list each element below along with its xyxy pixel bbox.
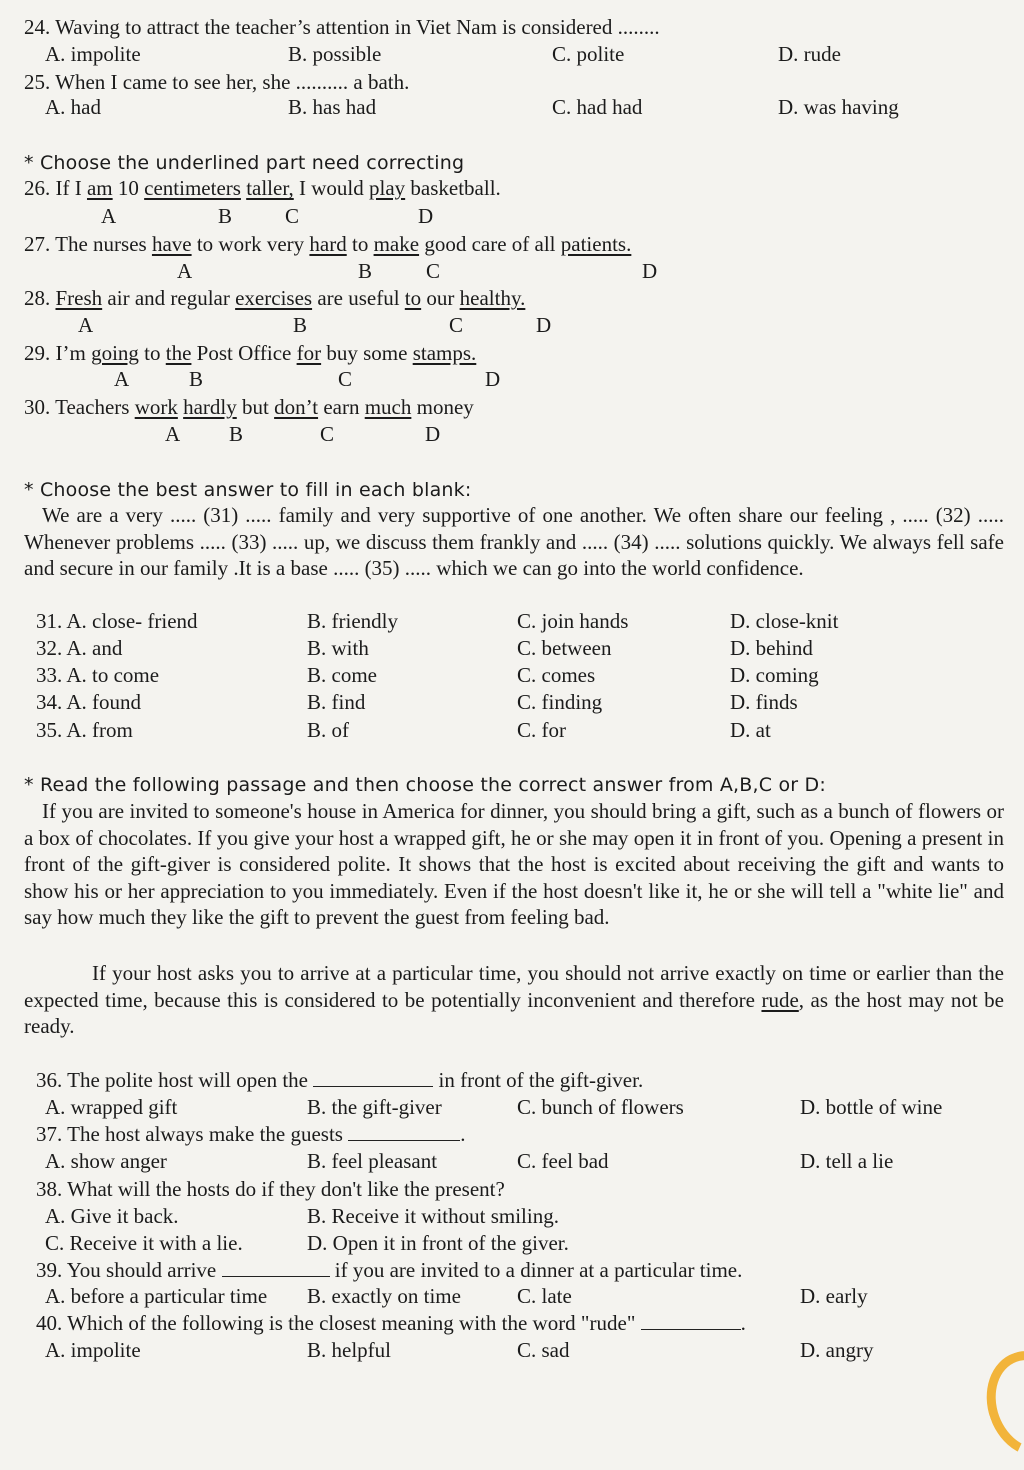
q31-option-a: 31. A. close- friend: [36, 609, 198, 633]
q29-label-a: A: [114, 367, 130, 391]
q32-option-c: C. between: [517, 636, 612, 660]
q35-option-b: B. of: [307, 718, 349, 742]
question-25-stem: 25. When I came to see her, she .......... a bath.: [24, 70, 410, 94]
q38-option-c: C. Receive it with a lie.: [45, 1231, 243, 1255]
q26-label-d: D: [418, 204, 434, 228]
q30-underlined-a: work: [134, 395, 178, 419]
q27-label-a: A: [177, 259, 193, 283]
q30-label-b: B: [229, 422, 244, 446]
q29-label-b: B: [189, 367, 204, 391]
section-heading-reading: * Read the following passage and then choose the correct answer from A,B,C or D:: [24, 774, 826, 796]
q34-option-c: C. finding: [517, 690, 603, 714]
q28-label-d: D: [536, 313, 552, 337]
q34-option-d: D. finds: [730, 690, 798, 714]
q35-option-c: C. for: [517, 718, 566, 742]
section-heading-correcting: * Choose the underlined part need correcting: [24, 152, 465, 174]
q33-option-d: D. coming: [730, 663, 819, 687]
q36-option-d: D. bottle of wine: [800, 1095, 943, 1119]
q26-label-a: A: [101, 204, 117, 228]
question-26-sentence: 26. If I am 10 centimeters taller, I would play basketball.: [24, 176, 501, 200]
q24-option-b: B. possible: [288, 42, 382, 66]
q27-underlined-c: make: [373, 232, 420, 256]
q37-option-b: B. feel pleasant: [307, 1149, 438, 1173]
q27-label-c: C: [426, 259, 441, 283]
q30-underlined-b: hardly: [183, 395, 237, 419]
question-24-stem: 24. Waving to attract the teacher’s attention in Viet Nam is considered ........: [24, 15, 660, 39]
q29-underlined-a: going: [91, 341, 139, 365]
question-29-sentence: 29. I’m going to the Post Office for buy some stamps.: [24, 341, 477, 365]
q40-option-b: B. helpful: [307, 1338, 391, 1362]
question-30-sentence: 30. Teachers work hardly but don’t earn much money: [24, 395, 474, 419]
q26-label-c: C: [285, 204, 300, 228]
q28-label-a: A: [78, 313, 94, 337]
q28-label-b: B: [293, 313, 308, 337]
q31-option-b: B. friendly: [307, 609, 398, 633]
section-heading-fill-blank: * Choose the best answer to fill in each blank:: [24, 479, 472, 501]
q38-option-b: B. Receive it without smiling.: [307, 1204, 559, 1228]
q25-option-b: B. has had: [288, 95, 377, 119]
q29-label-d: D: [485, 367, 501, 391]
q29-underlined-b: the: [165, 341, 192, 365]
q37-option-a: A. show anger: [45, 1149, 167, 1173]
q25-option-d: D. was having: [778, 95, 899, 119]
question-38-stem: 38. What will the hosts do if they don't like the present?: [36, 1177, 505, 1201]
question-28-sentence: 28. Fresh air and regular exercises are useful to our healthy.: [24, 286, 526, 310]
q39-option-c: C. late: [517, 1284, 572, 1308]
q38-option-d: D. Open it in front of the giver.: [307, 1231, 569, 1255]
q39-option-d: D. early: [800, 1284, 868, 1308]
q34-option-a: 34. A. found: [36, 690, 141, 714]
q37-option-d: D. tell a lie: [800, 1149, 894, 1173]
answer-blank: [348, 1122, 460, 1141]
q34-option-b: B. find: [307, 690, 366, 714]
decorative-curve: [972, 1338, 1024, 1470]
q26-underlined-a: am: [86, 176, 113, 200]
reading-paragraph-2: If your host asks you to arrive at a particular time, you should not arrive exactly on time or earlier than the expected time, because this is considered to be potentially inconvenient and therefore rude, as the host may not be ready.: [24, 961, 1004, 1039]
q29-underlined-c: for: [296, 341, 322, 365]
q27-underlined-d: patients.: [560, 232, 632, 256]
q26-underlined-d: play: [369, 176, 406, 200]
q32-option-a: 32. A. and: [36, 636, 123, 660]
q36-option-c: C. bunch of flowers: [517, 1095, 684, 1119]
q30-label-d: D: [425, 422, 441, 446]
q27-label-b: B: [358, 259, 373, 283]
q31-option-d: D. close-knit: [730, 609, 839, 633]
reading-paragraph-1: If you are invited to someone's house in America for dinner, you should bring a gift, such as a bunch of flowers or a box of chocolates. If you give your host a wrapped gift, he or she may open it in front of you. Opening a present in front of the gift-giver is considered polite. It shows that the host is excited about receiving the gift and wants to show his or her appreciation to you immediately. Even if the host doesn't like it, he or she will tell a "white lie" and say how much they like the gift to prevent the guest from feeling bad.: [24, 799, 1004, 930]
q30-label-c: C: [320, 422, 335, 446]
q28-underlined-d: healthy.: [459, 286, 526, 310]
q30-label-a: A: [165, 422, 181, 446]
q26-underlined-c: taller,: [246, 176, 294, 200]
q28-underlined-b: exercises: [235, 286, 313, 310]
q38-option-a: A. Give it back.: [45, 1204, 179, 1228]
q24-option-c: C. polite: [552, 42, 625, 66]
q33-option-b: B. come: [307, 663, 377, 687]
q26-underlined-b: centimeters: [144, 176, 241, 200]
q30-underlined-d: much: [364, 395, 412, 419]
q25-option-a: A. had: [45, 95, 101, 119]
q28-underlined-c: to: [404, 286, 422, 310]
q24-option-d: D. rude: [778, 42, 841, 66]
q31-option-c: C. join hands: [517, 609, 629, 633]
q29-label-c: C: [338, 367, 353, 391]
q28-underlined-a: Fresh: [55, 286, 103, 310]
cloze-passage: We are a very ..... (31) ..... family and very supportive of one another. We often share our feeling , ..... (32) ..... Whenever problems ..... (33) ..... up, we discuss them frankly and ..... (34) ..... solutions quickly. We always fell safe and secure in our family .It is a base ..... (35) ..... which we can go into the world confidence.: [24, 503, 1004, 581]
q25-option-c: C. had had: [552, 95, 643, 119]
answer-blank: [641, 1311, 741, 1330]
q36-option-b: B. the gift-giver: [307, 1095, 442, 1119]
q40-option-c: C. sad: [517, 1338, 570, 1362]
q40-option-d: D. angry: [800, 1338, 874, 1362]
q29-underlined-d: stamps.: [412, 341, 477, 365]
q39-option-b: B. exactly on time: [307, 1284, 461, 1308]
q24-option-a: A. impolite: [45, 42, 141, 66]
question-36-stem: 36. The polite host will open the in front of the gift-giver.: [36, 1068, 644, 1092]
q32-option-d: D. behind: [730, 636, 813, 660]
q26-label-b: B: [218, 204, 233, 228]
q33-option-c: C. comes: [517, 663, 596, 687]
question-40-stem: 40. Which of the following is the closest meaning with the word "rude" .: [36, 1311, 746, 1335]
q30-underlined-c: don’t: [274, 395, 319, 419]
question-27-sentence: 27. The nurses have to work very hard to make good care of all patients.: [24, 232, 632, 256]
q36-option-a: A. wrapped gift: [45, 1095, 178, 1119]
q33-option-a: 33. A. to come: [36, 663, 160, 687]
q39-option-a: A. before a particular time: [45, 1284, 268, 1308]
question-37-stem: 37. The host always make the guests .: [36, 1122, 466, 1146]
q40-option-a: A. impolite: [45, 1338, 141, 1362]
underlined-word-rude: rude: [761, 987, 799, 1012]
q28-label-c: C: [449, 313, 464, 337]
answer-blank: [313, 1068, 433, 1087]
q32-option-b: B. with: [307, 636, 369, 660]
q27-underlined-b: hard: [309, 232, 347, 256]
q27-underlined-a: have: [151, 232, 192, 256]
q35-option-a: 35. A. from: [36, 718, 133, 742]
answer-blank: [222, 1258, 330, 1277]
question-39-stem: 39. You should arrive if you are invited to a dinner at a particular time.: [36, 1258, 743, 1282]
q27-label-d: D: [642, 259, 658, 283]
q35-option-d: D. at: [730, 718, 771, 742]
q37-option-c: C. feel bad: [517, 1149, 609, 1173]
